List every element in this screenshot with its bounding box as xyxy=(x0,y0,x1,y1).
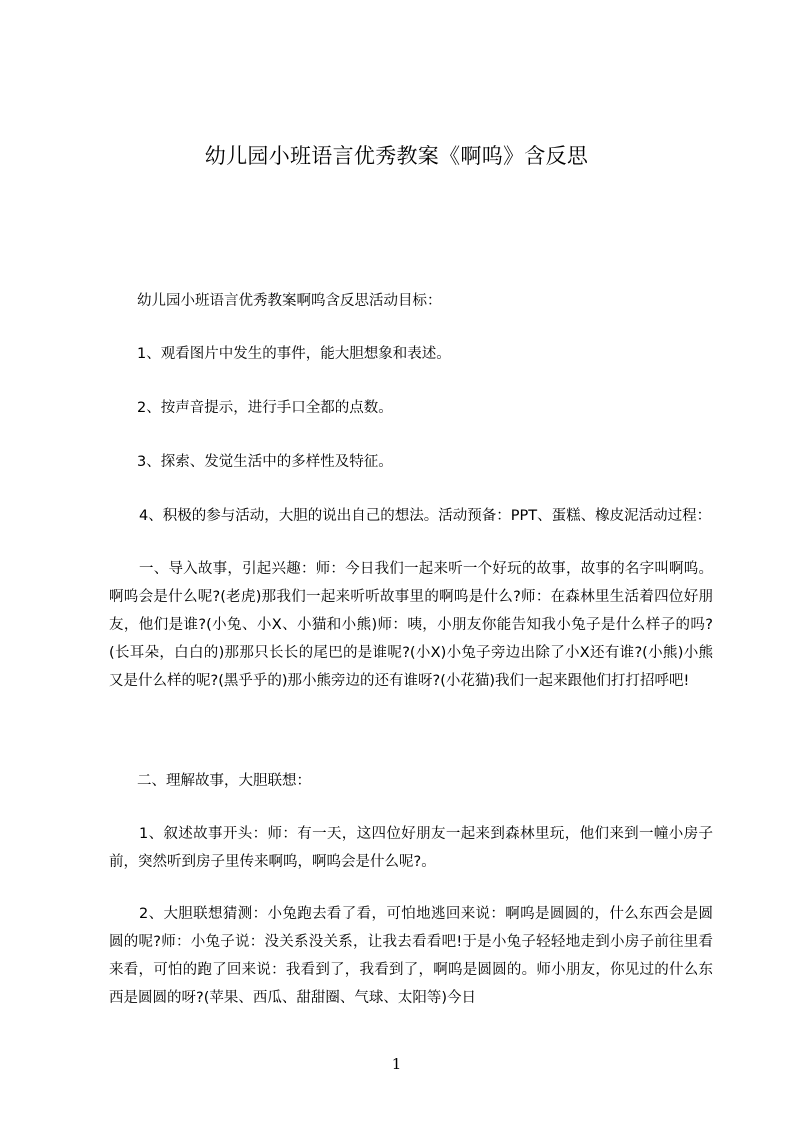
paragraph-story-opening: 1、叙述故事开头：师：有一天，这四位好朋友一起来到森林里玩，他们来到一幢小房子前，突然听到房子里传来啊呜，啊呜会是什么呢?。 xyxy=(109,826,713,870)
document-title: 幼儿园小班语言优秀教案《啊呜》含反思 xyxy=(204,144,589,168)
page-number: 1 xyxy=(391,1055,402,1073)
paragraph-section-1: 一、导入故事，引起兴趣：师：今日我们一起来听一个好玩的故事，故事的名字叫啊呜。啊呜会是什么呢?(老虎)那我们一起来听听故事里的啊呜是什么?师：在森林里生活着四位好朋友，他们是谁?(小兔、小X、小猫和小熊)师：咦，小朋友你能告知我小兔子是什么样子的吗?(长耳朵，白白的)那那只长长的尾巴的是谁呢?(小X)小兔子旁边出除了小X还有谁?(小熊)小熊又是什么样的呢?(黑乎乎的)那小熊旁边的还有谁呀?(小花猫)我们一起来跟他们打打招呼吧! xyxy=(109,561,713,689)
paragraph-activity-goals: 幼儿园小班语言优秀教案啊呜含反思活动目标： xyxy=(137,293,442,309)
paragraph-guessing: 2、大胆联想猜测：小兔跑去看了看，可怕地逃回来说：啊呜是圆圆的，什么东西会是圆圆的呢?师：小兔子说：没关系没关系，让我去看看吧!于是小兔子轻轻地走到小房子前往里看来看，可怕的跑了回来说：我看到了，我看到了，啊呜是圆圆的。师小朋友，你见过的什么东西是圆圆的呀?(苹果、西瓜、甜甜圈、气球、太阳等)今日 xyxy=(109,906,713,1006)
paragraph-goal-4: 4、积极的参与活动，大胆的说出自己的想法。活动预备：PPT、蛋糕、橡皮泥活动过程： xyxy=(139,508,712,524)
paragraph-section-2-heading: 二、理解故事，大胆联想： xyxy=(137,773,311,789)
paragraph-goal-3: 3、探索、发觉生活中的多样性及特征。 xyxy=(137,454,393,470)
paragraph-goal-1: 1、观看图片中发生的事件，能大胆想象和表述。 xyxy=(137,346,451,362)
paragraph-goal-2: 2、按声音提示，进行手口全都的点数。 xyxy=(137,400,393,416)
